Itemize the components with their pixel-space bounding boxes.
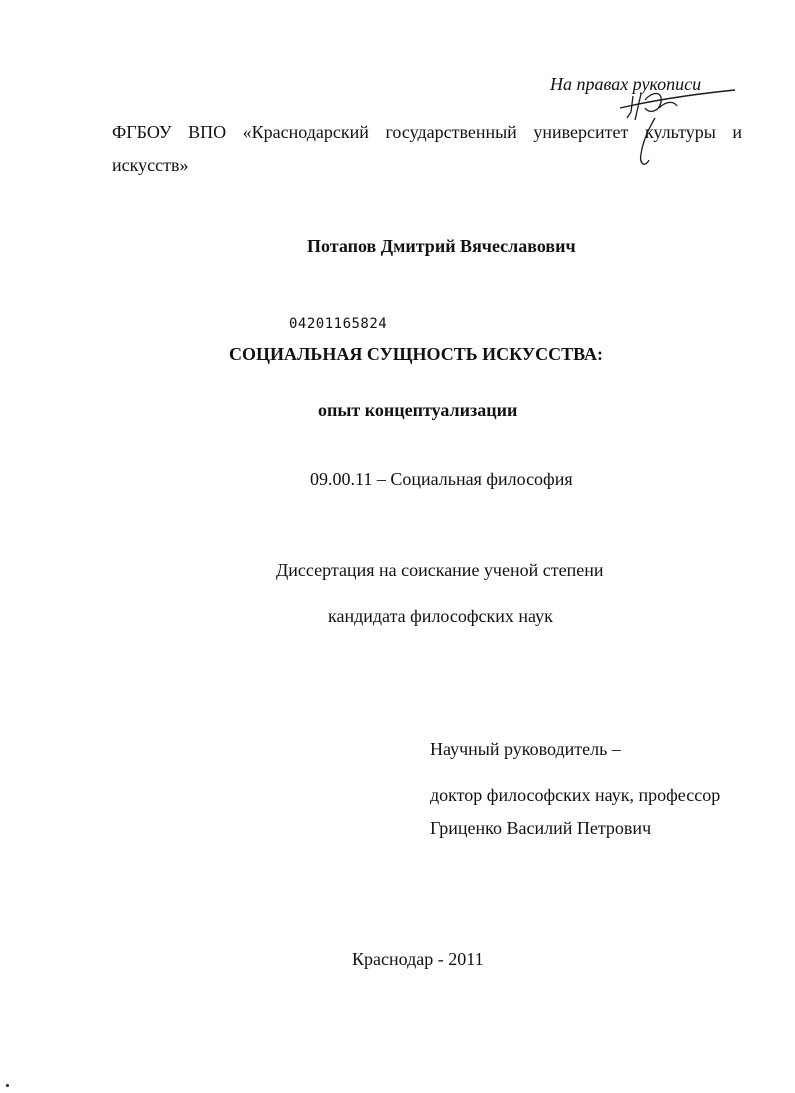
author-name: Потапов Дмитрий Вячеславович [307, 236, 576, 256]
scan-artifact [6, 1084, 9, 1087]
specialty-code: 09.00.11 – Социальная философия [310, 469, 573, 489]
supervisor-degree: доктор философских наук, профессор [430, 785, 721, 805]
degree-name: кандидата философских наук [328, 606, 553, 626]
catalog-number: 04201165824 [289, 316, 388, 332]
supervisor-name: Гриценко Василий Петрович [430, 818, 652, 838]
supervisor-label: Научный руководитель – [430, 739, 621, 759]
institution-name-continued: искусств» [112, 155, 189, 175]
rights-notice: На правах рукописи [550, 74, 702, 94]
city-year: Краснодар - 2011 [352, 949, 484, 969]
thesis-title: СОЦИАЛЬНАЯ СУЩНОСТЬ ИСКУССТВА: [229, 344, 603, 364]
institution-name: ФГБОУ ВПО «Краснодарский государственный университет культуры и [112, 122, 742, 142]
degree-statement: Диссертация на соискание ученой степени [276, 560, 604, 580]
thesis-subtitle: опыт концептуализации [318, 400, 518, 420]
